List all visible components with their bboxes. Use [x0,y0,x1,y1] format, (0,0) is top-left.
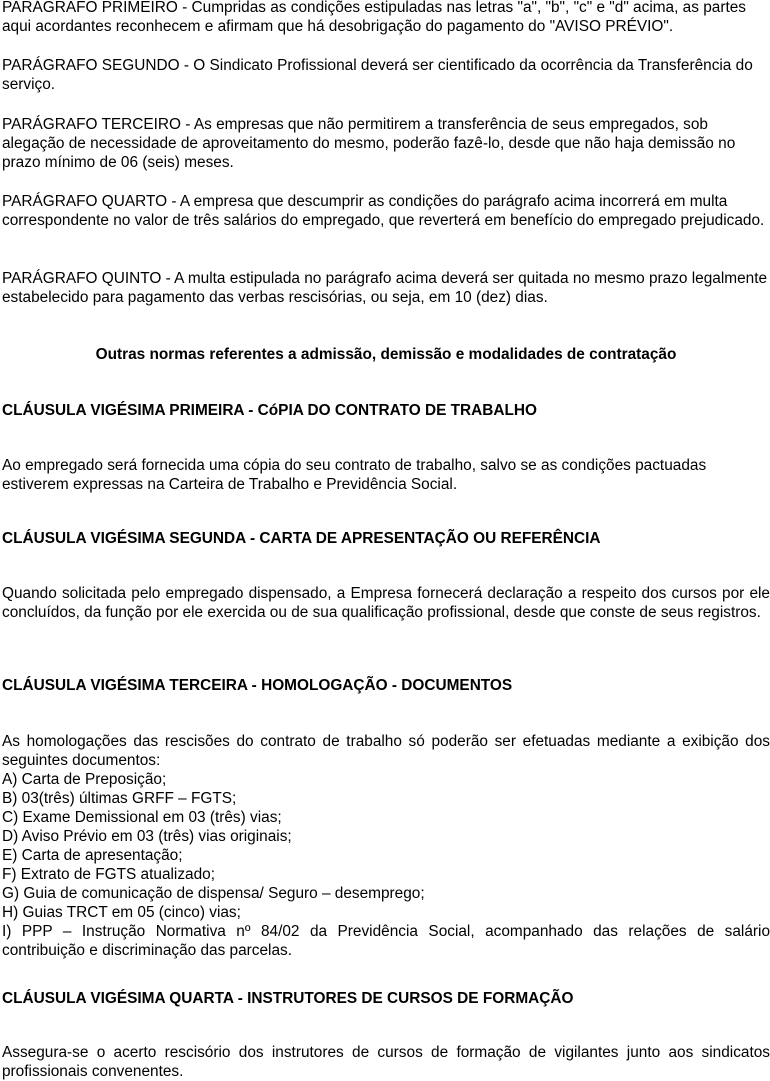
paragrafo-primeiro: PARÁGRAFO PRIMEIRO - Cumpridas as condições estipuladas nas letras "a", "b", "c" e "d" acima, as partes aqui acordantes reconhecem e afirmam que há desobrigação do pagamento do "AVISO PRÉVIO". [2,0,746,35]
section-title: Outras normas referentes a admissão, demissão e modalidades de contratação [95,346,677,363]
list-item: E) Carta de apresentação; [2,847,183,864]
paragrafo-quarto: PARÁGRAFO QUARTO - A empresa que descumprir as condições do parágrafo acima incorrerá em multa correspondente no valor de três salários do empregado, que reverterá em benefício do empregado prejudicado. [2,193,765,229]
paragrafo-terceiro: PARÁGRAFO TERCEIRO - As empresas que não permitirem a transferência de seus empregados, sob alegação de necessidade de aproveitamento do mesmo, poderão fazê-lo, desde que não haja demissão no prazo mínimo de 06 (seis) meses. [2,116,736,171]
list-item: A) Carta de Preposição; [2,771,167,788]
clausula-22-text: Quando solicitada pelo empregado dispensado, a Empresa fornecerá declaração a respeito dos cursos por ele concluídos, da função por ele exercida ou de sua qualificação profissional, desde que conste de seus registros. [2,585,770,621]
documents-list [2,770,770,922]
list-item: G) Guia de comunicação de dispensa/ Seguro – desemprego; [2,885,425,902]
clausula-21-text: Ao empregado será fornecida uma cópia do seu contrato de trabalho, salvo se as condições pactuadas estiverem expressas na Carteira de Trabalho e Previdência Social. [2,457,707,493]
list-item: H) Guias TRCT em 05 (cinco) vias; [2,904,241,921]
clausula-22-title: CLÁUSULA VIGÉSIMA SEGUNDA - CARTA DE APRESENTAÇÃO OU REFERÊNCIA [2,530,601,547]
paragrafo-quinto: PARÁGRAFO QUINTO - A multa estipulada no parágrafo acima deverá ser quitada no mesmo prazo legalmente estabelecido para pagamento das verbas rescisórias, ou seja, em 10 (dez) dias. [2,270,768,306]
list-item: B) 03(três) últimas GRFF – FGTS; [2,790,237,807]
clausula-21-title: CLÁUSULA VIGÉSIMA PRIMEIRA - CóPIA DO CONTRATO DE TRABALHO [2,402,537,419]
list-item: D) Aviso Prévio em 03 (três) vias originais; [2,828,292,845]
clausula-24-title: CLÁUSULA VIGÉSIMA QUARTA - INSTRUTORES DE CURSOS DE FORMAÇÃO [2,990,574,1007]
clausula-23-intro: As homologações das rescisões do contrato de trabalho só poderão ser efetuadas mediante a exibição dos seguintes documentos: [2,733,770,769]
clausula-23-item-i: I) PPP – Instrução Normativa nº 84/02 da Previdência Social, acompanhado das relações de salário contribuição e discriminação das parcelas. [2,923,770,959]
clausula-24-text: Assegura-se o acerto rescisório dos instrutores de cursos de formação de vigilantes junto aos sindicatos profissionais convenentes. [2,1044,770,1080]
list-item: F) Extrato de FGTS atualizado; [2,866,215,883]
clausula-23-title: CLÁUSULA VIGÉSIMA TERCEIRA - HOMOLOGAÇÃO - DOCUMENTOS [2,677,513,694]
list-item: C) Exame Demissional em 03 (três) vias; [2,809,282,826]
paragrafo-segundo: PARÁGRAFO SEGUNDO - O Sindicato Profissional deverá ser cientificado da ocorrência da Transferência do serviço. [2,57,753,93]
